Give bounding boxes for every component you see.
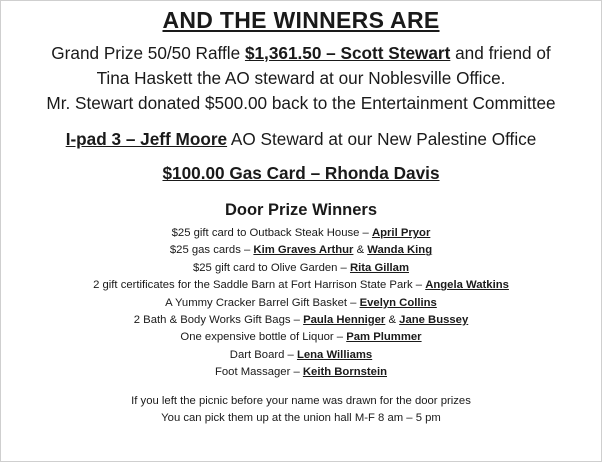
list-item (1, 242, 601, 259)
door-prize-winner: Lena Williams (296, 348, 373, 361)
ipad-prize-winner: I-pad 3 – Jeff Moore (65, 129, 228, 149)
door-prize-winner: April Pryor (371, 227, 431, 239)
grand-prize-rest: and friend of (450, 43, 551, 63)
ipad-prize-rest: AO Steward at our New Palestine Office (227, 129, 537, 149)
door-prize-winner: Kim Graves Arthur (253, 244, 354, 257)
door-prize-description: Dart Board – (229, 348, 297, 361)
gas-card-winner: $100.00 Gas Card – Rhonda Davis (162, 163, 440, 183)
door-prize-joiner: & (353, 244, 368, 257)
door-prize-winner: Pam Plummer (346, 331, 422, 344)
door-prize-joiner: & (385, 314, 400, 327)
list-item (1, 260, 601, 277)
footer-line-1: If you left the picnic before your name was drawn for the door prizes (131, 394, 471, 407)
footer-note (1, 393, 601, 428)
door-prize-description: $25 gift card to Outback Steak House – (171, 227, 372, 239)
list-item (1, 364, 601, 381)
ipad-prize-line (1, 127, 601, 151)
grand-prize-line-2: Tina Haskett the AO steward at our Noblesville Office. (96, 68, 506, 88)
gas-card-line (1, 161, 601, 185)
door-prize-winner: Rita Gillam (349, 261, 409, 274)
list-item (1, 295, 601, 312)
grand-prize-section (1, 41, 601, 116)
list-item (1, 347, 601, 364)
grand-prize-line-3: Mr. Stewart donated $500.00 back to the Entertainment Committee (46, 93, 556, 113)
grand-prize-intro: Grand Prize 50/50 Raffle (51, 43, 245, 63)
list-item (1, 225, 601, 242)
door-prize-description: $25 gift card to Olive Garden – (192, 261, 350, 274)
door-prize-winner: Paula Henniger (303, 314, 386, 327)
door-prize-list (1, 225, 601, 382)
door-prize-description: $25 gas cards – (169, 244, 254, 257)
list-item (1, 329, 601, 346)
door-prize-winner: Angela Watkins (425, 279, 509, 292)
door-prize-description: A Yummy Cracker Barrel Gift Basket – (165, 296, 360, 309)
door-prize-description: One expensive bottle of Liquor – (180, 331, 347, 344)
door-prize-description: 2 Bath & Body Works Gift Bags – (133, 314, 304, 327)
door-prize-winner: Wanda King (367, 244, 433, 257)
page-title: AND THE WINNERS ARE (162, 7, 440, 33)
footer-line-2: You can pick them up at the union hall M-F 8 am – 5 pm (161, 412, 441, 425)
door-prize-description: Foot Massager – (214, 366, 303, 379)
door-prize-description: 2 gift certificates for the Saddle Barn at Fort Harrison State Park – (93, 279, 426, 292)
grand-prize-line-1 (1, 41, 601, 66)
door-prize-winner: Keith Bornstein (302, 366, 387, 379)
door-prize-heading: Door Prize Winners (224, 201, 378, 219)
grand-prize-winner: $1,361.50 – Scott Stewart (244, 43, 451, 63)
list-item (1, 312, 601, 329)
list-item (1, 277, 601, 294)
door-prize-winner: Jane Bussey (399, 314, 469, 327)
door-prize-winner: Evelyn Collins (359, 296, 437, 309)
